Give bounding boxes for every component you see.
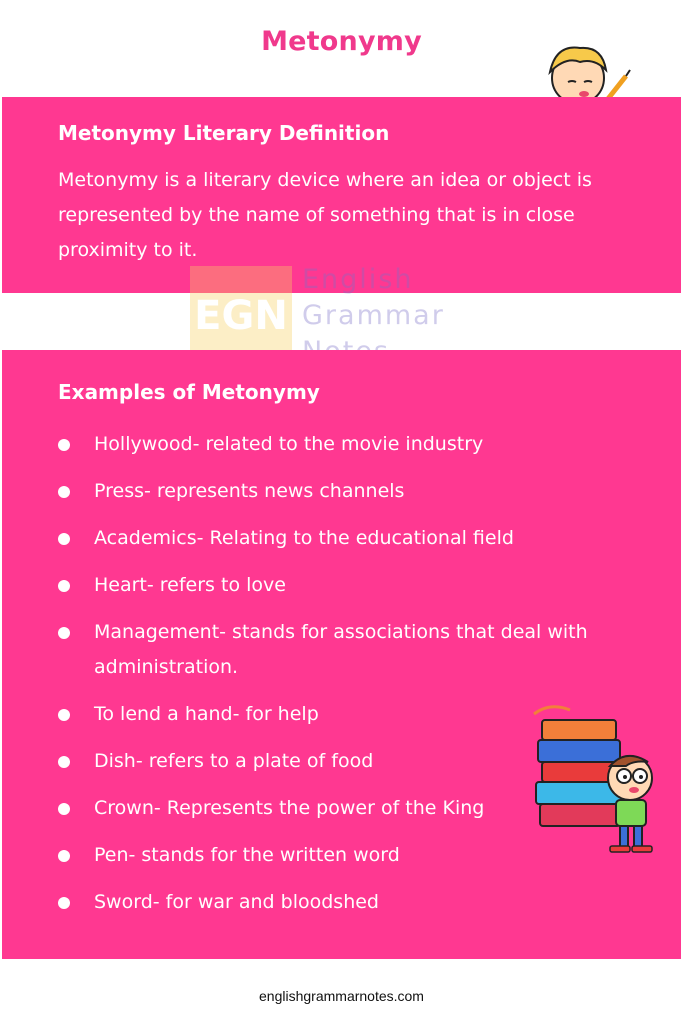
example-item (2, 615, 681, 685)
example-item (2, 885, 681, 920)
example-text: Crown- Represents the power of the King (94, 797, 485, 819)
boy-carrying-books-illustration (530, 700, 670, 858)
example-item (2, 568, 681, 603)
example-text: Pen- stands for the written word (94, 844, 400, 866)
bullet-icon (58, 439, 70, 451)
bullet-icon (58, 533, 70, 545)
example-text: Hollywood- related to the movie industry (94, 433, 484, 455)
bullet-icon (58, 709, 70, 721)
examples-panel (2, 350, 681, 959)
examples-heading: Examples of Metonymy (58, 380, 320, 404)
bullet-icon (58, 486, 70, 498)
example-text: Press- represents news channels (94, 480, 405, 502)
example-item (2, 427, 681, 462)
watermark-logo-mark: EGN (190, 266, 292, 366)
bullet-icon (58, 756, 70, 768)
example-text: Academics- Relating to the educational field (94, 527, 514, 549)
example-item (2, 474, 681, 509)
watermark-line-1: English (302, 264, 414, 295)
definition-heading: Metonymy Literary Definition (58, 121, 390, 145)
example-text: Management- stands for associations that deal with administration. (94, 621, 588, 678)
example-item (2, 521, 681, 556)
example-text: Dish- refers to a plate of food (94, 750, 374, 772)
footer-site-url: englishgrammarnotes.com (259, 988, 424, 1004)
bullet-icon (58, 803, 70, 815)
watermark-line-2: Grammar (302, 300, 445, 331)
bullet-icon (58, 897, 70, 909)
bullet-icon (58, 627, 70, 639)
page-title: Metonymy (261, 26, 422, 57)
example-text: Heart- refers to love (94, 574, 286, 596)
example-text: Sword- for war and bloodshed (94, 891, 379, 913)
example-text: To lend a hand- for help (94, 703, 319, 725)
definition-text: Metonymy is a literary device where an idea or object is represented by the name of something that is in close proximity to it. (58, 169, 592, 261)
bullet-icon (58, 580, 70, 592)
bullet-icon (58, 850, 70, 862)
